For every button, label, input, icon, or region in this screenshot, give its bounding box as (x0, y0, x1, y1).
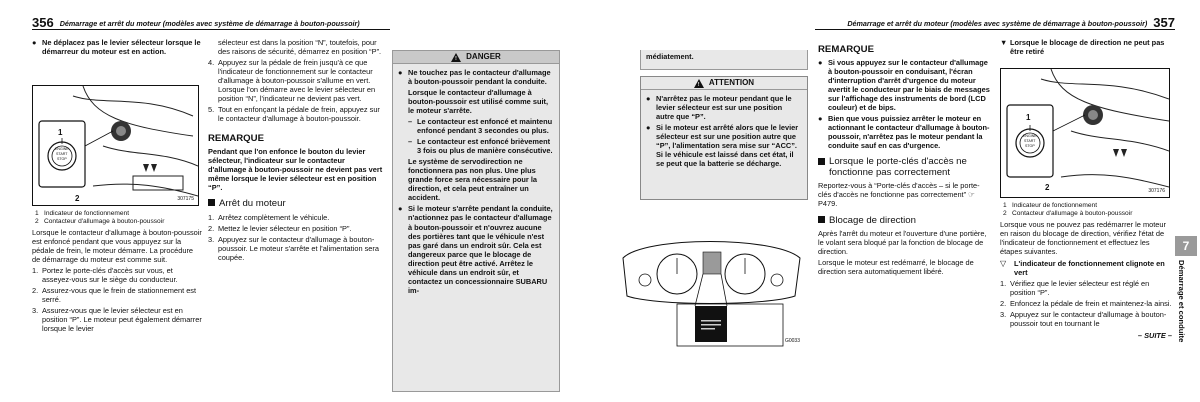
right-page-number: 357 (1153, 15, 1175, 30)
left-page-header (32, 12, 390, 30)
figure-callout-1: 1 (1026, 113, 1031, 122)
start-procedure-text: Lorsque le contacteur d'allumage à bouton-poussoir est enfoncé pendant que vous appuyez sur la pédale de frein, le moteur démarre. La procédure de démarrage du moteur est comme suit. (32, 228, 202, 265)
figure-callout-1: 1 (58, 128, 63, 137)
hollow-triangle-icon: ▽ (1000, 259, 1007, 269)
stop-label: STOP (1025, 144, 1035, 148)
section-square-icon (818, 216, 825, 223)
danger-bullet-1: ● Ne touchez pas le contacteur d'allumage à bouton-poussoir pendant la conduite. Lorsque le contacteur d'allumage à bouton-poussoir est utilisé comme suit, le moteur s'arrête. – Le contacteur est enfoncé et maintenu enfoncé pendant 3 secondes ou plus. – Le contacteur est enfoncé brièvement 3 fois ou plus de manière consécutive. Le système de servodirection ne fonctionnera pas non plus. Une plus grande force sera nécessaire pour la direction, et cela peut entraîner un accident. (398, 68, 553, 203)
start-step-1: 1. Portez le porte-clés d'accès sur vous, et asseyez-vous sur le siège du conducteur. (32, 266, 178, 285)
lock-bullet: ▼ Lorsque le blocage de direction ne peut pas être retiré (1000, 38, 1165, 57)
dashboard-illustration (33, 86, 199, 206)
remark-bullet-1: ● Si vous appuyez sur le contacteur d'allumage à bouton-poussoir en conduisant, l'écran d'interruption d'arrêt d'urgence du moteur avertit le conducteur par le biais de messages sur l'affichage des instruments de bord (LCD couleur) et de bips. (818, 58, 990, 113)
left-column-1 (32, 38, 202, 58)
ignition-figure-right (1000, 68, 1170, 198)
stop-step-3: 3. Appuyez sur le contacteur d'allumage à bouton-poussoir. Le moteur s'arrête et l'alimentation sera coupée. (208, 234, 379, 262)
caption-2: 2 Contacteur d'allumage à bouton-poussoir (1003, 209, 1133, 217)
remark-bullet-2: ● Bien que vous puissiez arrêter le moteur en actionnant le contacteur d'allumage à bouton-poussoir, n'arrêtez pas le moteur pendant la conduite sauf en cas d'urgence. (818, 114, 990, 151)
steering-lock-text-1: Après l'arrêt du moteur et l'ouverture d'une portière, le volant sera bloqué par la fonction de blocage de direction. (818, 228, 987, 256)
engine-label: ENGINE (55, 147, 69, 151)
danger-box (392, 50, 560, 392)
attention-bullet-1: ● N'arrêtez pas le moteur pendant que le levier sélecteur est sur une position autre que “P”. (646, 94, 792, 122)
right-column-2 (818, 38, 990, 278)
section-steering-lock: Blocage de direction (818, 215, 990, 226)
intro-bullet: ● Ne déplacez pas le levier sélecteur lorsque le démarreur du moteur est en action. (32, 38, 201, 57)
figure-code: 307175 (177, 195, 194, 202)
stop-label: STOP (57, 157, 67, 161)
ignition-figure-left (32, 85, 199, 206)
key-fob-text: Reportez-vous à “Porte-clés d'accès – si le porte-clés d'accès ne fonctionne pas correctement” ☞P479. (818, 181, 980, 209)
left-column-2 (208, 38, 384, 264)
chapter-tab: 7 (1175, 236, 1197, 256)
triangle-down-icon: ▼ (1000, 38, 1008, 47)
start-label: START (56, 152, 68, 156)
cluster-illustration (615, 218, 808, 352)
section-square-icon (208, 199, 215, 206)
lock-step-1: 1. Vérifiez que le levier sélecteur est réglé en position “P”. (1000, 279, 1150, 298)
engine-label: ENGINE (1023, 134, 1037, 138)
right-page (600, 0, 1200, 402)
attention-box (640, 76, 808, 200)
figure-callout-2: 2 (75, 194, 80, 203)
steering-lock-text-2: Lorsque le moteur est redémarré, le blocage de direction sera automatiquement libéré. (818, 257, 974, 276)
right-column-3 (1000, 38, 1172, 58)
attention-header: ! ATTENTION (641, 77, 807, 90)
start-label: START (1024, 139, 1036, 143)
section-square-icon (818, 158, 825, 165)
danger-content (393, 64, 559, 295)
steering-lock-body: Lorsque vous ne pouvez pas redémarrer le moteur en raison du blocage de direction, vérifiez l'état de l'indicateur de fonctionnement et effectuez les étapes suivantes. (1000, 220, 1166, 257)
caption-1: 1 Indicateur de fonctionnement (1003, 202, 1098, 209)
remark-heading-right: REMARQUE (818, 44, 874, 55)
start-step-2: 2. Assurez-vous que le frein de stationnement est serré. (32, 286, 197, 305)
danger-bullet-2: ● Si le moteur s'arrête pendant la conduite, n'actionnez pas le contacteur d'allumage à bouton-poussoir et n'ouvrez aucune des portières tant que le véhicule n'est pas garé dans un endroit sûr. Cela est dangereux parce que le blocage de direction peut être activé. Arrêtez le véhicule dans un endroit sûr, et contactez un concessionnaire SUBARU im- (398, 204, 553, 295)
continued-footer: – SUITE – (1137, 330, 1172, 340)
left-page-number: 356 (32, 15, 54, 30)
lock-step-2: 2. Enfoncez la pédale de frein et maintenez-la ainsi. (1000, 299, 1172, 309)
stop-step-1: 1. Arrêtez complètement le véhicule. (208, 212, 330, 222)
remark-heading: REMARQUE (208, 133, 264, 145)
figure-code: 307176 (1148, 187, 1165, 194)
right-header-title: Démarrage et arrêt du moteur (modèles avec système de démarrage à bouton-poussoir) (847, 18, 1148, 28)
caption-2: 2 Contacteur d'allumage à bouton-poussoir (35, 217, 165, 225)
attention-content (641, 90, 807, 168)
stop-step-2: 2. Mettez le levier sélecteur en position “P”. (208, 223, 352, 233)
figure-callout-2: 2 (1045, 183, 1050, 192)
left-header-title: Démarrage et arrêt du moteur (modèles avec système de démarrage à bouton-poussoir) (59, 18, 360, 28)
section-arret-moteur: Arrêt du moteur (208, 198, 384, 209)
start-step-3: 3. Assurez-vous que le levier sélecteur est en position “P”. Le moteur peut également démarrer lorsque le levier (32, 306, 202, 334)
right-page-header (815, 12, 1175, 30)
section-key-fob: Lorsque le porte-clés d'accès ne fonctionne pas correctement (818, 156, 990, 178)
start-step-4: 4. Appuyez sur la pédale de frein jusqu'à ce que l'indicateur de fonctionnement sur le contacteur d'allumage à bouton-poussoir s'allume en vert. Lorsque l'on démarre avec le levier sélecteur en position “N”, l'indicateur ne devient pas vert. (208, 58, 376, 104)
danger-header: ! DANGER (393, 51, 559, 64)
lock-step-3: 3. Appuyez sur le contacteur d'allumage à bouton-poussoir tout en tournant le (1000, 310, 1167, 329)
remark-text: Pendant que l'on enfonce le bouton du levier sélecteur, l'indicateur sur le contacteur d'allumage à bouton-poussoir ne devient pas vert même lorsque le levier sélecteur est en position “P”. (208, 147, 383, 193)
chapter-side-label: Démarrage et conduite (1177, 260, 1186, 343)
step-3-continuation: sélecteur est dans la position “N”, toutefois, pour des raisons de sécurité, démarrez en position “P”. (218, 38, 382, 57)
cluster-figure-code: G0033 (784, 337, 800, 344)
warning-triangle-icon: ! (451, 53, 461, 62)
attention-bullet-2: ● Si le moteur est arrêté alors que le levier sélecteur est sur une position autre que “P”, l'alimentation sera mise sur “ACC”. Si le véhicule est laissé dans cet état, il se peut que la batterie se décharge. (646, 123, 799, 169)
right-column-3-body (1000, 202, 1172, 340)
caption-1: 1 Indicateur de fonctionnement (35, 210, 130, 217)
caution-triangle-icon: ! (694, 79, 704, 88)
start-step-5: 5. Tout en enfonçant la pédale de frein, appuyez sur le contacteur d'allumage à bouton-poussoir. (208, 105, 380, 124)
left-column-1-body (32, 210, 202, 336)
instrument-cluster-figure (615, 218, 808, 352)
indicator-subheading: ▽ L'indicateur de fonctionnement clignote en vert (1000, 259, 1165, 278)
danger-box-continuation: médiatement. (640, 50, 808, 70)
